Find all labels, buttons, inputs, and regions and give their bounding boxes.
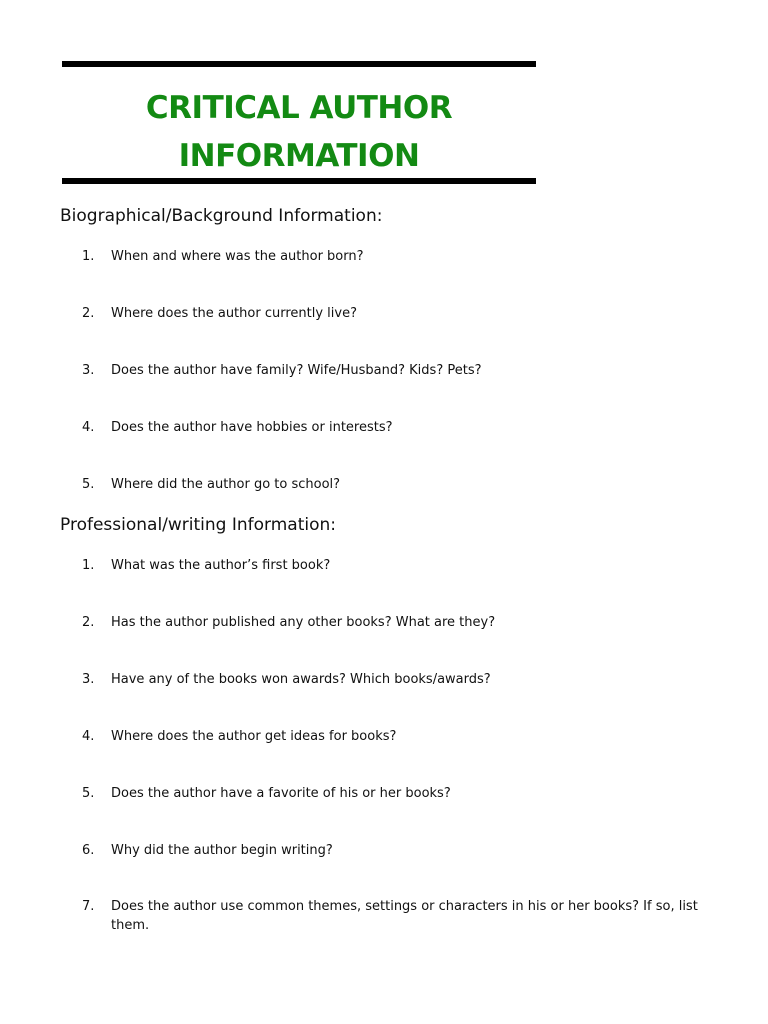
page-title (62, 84, 536, 180)
question-number: 2. (82, 306, 95, 321)
question-number: 3. (82, 363, 95, 378)
title-rule-top (62, 61, 536, 67)
question-text: Where does the author currently live? (111, 306, 357, 321)
question-number: 5. (82, 477, 95, 492)
question-text: Where did the author go to school? (111, 477, 341, 492)
question-number: 7. (82, 899, 95, 914)
question-number: 6. (82, 843, 95, 858)
title-rule-bottom (62, 178, 536, 184)
question-number: 4. (82, 729, 95, 744)
question-number: 1. (82, 558, 95, 573)
section-heading-professional: Professional/writing Information: (60, 515, 337, 535)
question-text: Why did the author begin writing? (111, 843, 333, 858)
question-text: Does the author have family? Wife/Husband? Kids? Pets? (111, 363, 482, 378)
question-number: 3. (82, 672, 95, 687)
question-text: Does the author use common themes, settings or characters in his or her books? If so, list them. (111, 899, 698, 933)
question-text: When and where was the author born? (111, 249, 364, 264)
question-text: Have any of the books won awards? Which books/awards? (111, 672, 491, 687)
page-title-line-1: CRITICAL AUTHOR (145, 90, 453, 126)
question-text: What was the author’s first book? (111, 558, 331, 573)
question-number: 1. (82, 249, 95, 264)
section-heading-biographical: Biographical/Background Information: (60, 206, 383, 226)
page-title-line-2: INFORMATION (178, 138, 420, 174)
question-number: 5. (82, 786, 95, 801)
question-number: 4. (82, 420, 95, 435)
question-text: Has the author published any other books? What are they? (111, 615, 496, 630)
question-text: Where does the author get ideas for books? (111, 729, 397, 744)
question-text: Does the author have a favorite of his or her books? (111, 786, 451, 801)
question-text: Does the author have hobbies or interests? (111, 420, 393, 435)
question-number: 2. (82, 615, 95, 630)
